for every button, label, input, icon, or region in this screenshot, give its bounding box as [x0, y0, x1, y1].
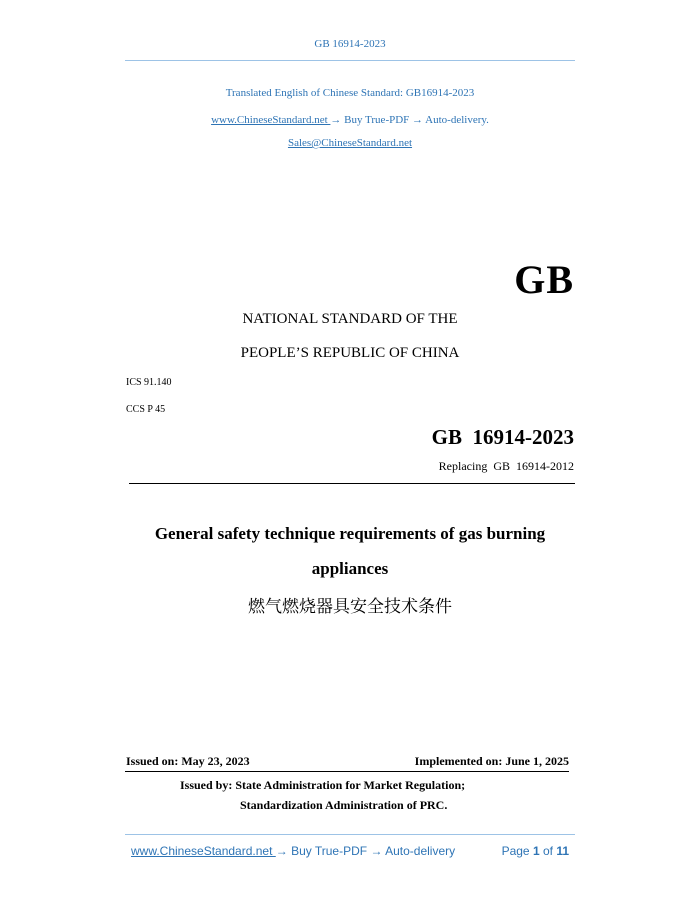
- document-title-chinese: 燃气燃烧器具安全技术条件: [248, 597, 452, 616]
- page-total: 11: [556, 844, 569, 858]
- page-of: of: [539, 844, 557, 858]
- title-rule: [129, 483, 575, 484]
- arrow-icon: →: [370, 844, 383, 858]
- footer-chinesestandard-link[interactable]: www.ChineseStandard.net: [131, 844, 276, 858]
- promo-line: [0, 114, 700, 126]
- page-indicator: [502, 844, 569, 858]
- chinesestandard-link[interactable]: www.ChineseStandard.net: [211, 114, 331, 126]
- sales-email-link[interactable]: Sales@ChineseStandard.net: [287, 137, 413, 149]
- issued-by-line1: Issued by: State Administration for Market Regulation;: [180, 778, 466, 792]
- page-current: 1: [532, 844, 540, 858]
- gb-logo: GB: [514, 257, 574, 302]
- document-title-line1: General safety technique requirements of gas burning: [154, 524, 546, 543]
- issued-by-line2: Standardization Administration of PRC.: [240, 798, 448, 812]
- footer-promo: [131, 844, 455, 858]
- national-standard-line2: PEOPLE’S REPUBLIC OF CHINA: [240, 345, 460, 361]
- footer-auto-delivery-text: Auto-delivery: [382, 844, 456, 858]
- buy-true-pdf-text: Buy True-PDF: [341, 114, 413, 126]
- national-standard-line1: NATIONAL STANDARD OF THE: [242, 311, 458, 327]
- arrow-icon: →: [330, 114, 342, 126]
- document-title-line2: appliances: [311, 559, 389, 578]
- running-header: GB 16914-2023: [314, 38, 386, 50]
- arrow-icon: →: [275, 844, 288, 858]
- email-line: [0, 137, 700, 149]
- standard-number: GB 16914-2023: [431, 425, 574, 449]
- issued-on: Issued on: May 23, 2023: [126, 754, 250, 768]
- ccs-code: CCS P 45: [126, 404, 166, 415]
- footer-rule: [125, 834, 575, 835]
- footer-buy-true-pdf-text: Buy True-PDF: [287, 844, 371, 858]
- implemented-on: Implemented on: June 1, 2025: [414, 754, 569, 768]
- issued-rule: [125, 771, 569, 772]
- ics-code: ICS 91.140: [126, 377, 172, 388]
- header-rule: [125, 60, 575, 61]
- translation-note: Translated English of Chinese Standard: GB16914-2023: [225, 87, 475, 99]
- page-label: Page: [501, 844, 533, 858]
- replacing-standard: Replacing GB 16914-2012: [438, 459, 574, 473]
- arrow-icon: →: [412, 114, 424, 126]
- auto-delivery-text: Auto-delivery.: [423, 114, 489, 126]
